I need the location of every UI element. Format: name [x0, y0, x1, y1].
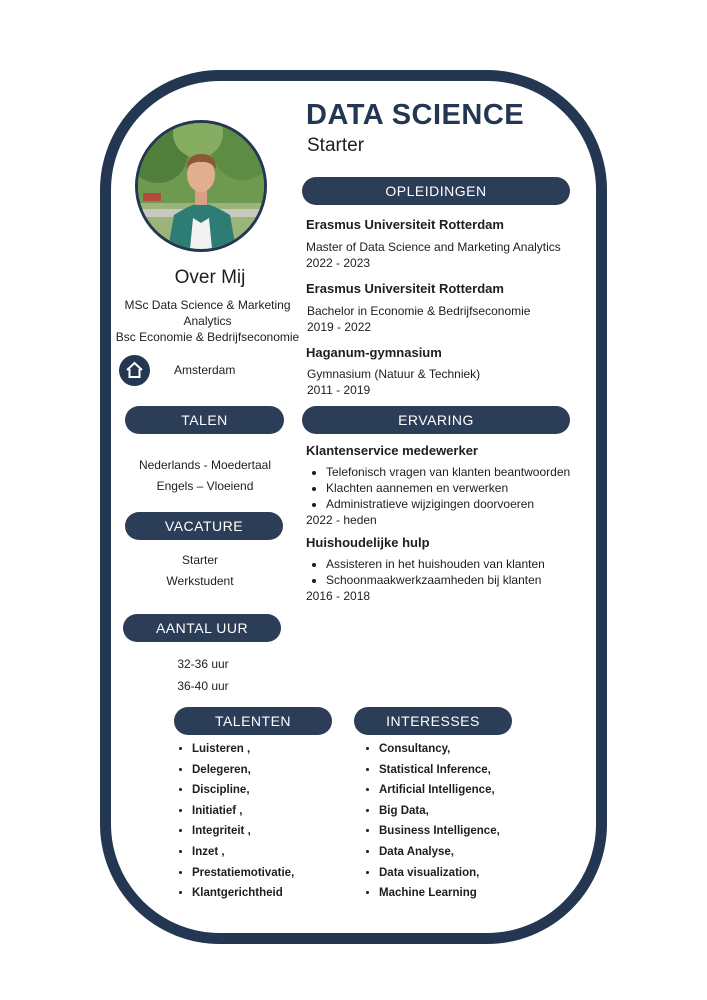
list-item: • Discipline,: [192, 780, 342, 801]
location-badge: [119, 355, 150, 386]
job-tasks: [306, 556, 601, 604]
education-school: Erasmus Universiteit Rotterdam: [306, 217, 504, 232]
education-details: [307, 366, 480, 398]
talenten-heading: TALENTEN: [174, 707, 332, 735]
talenten-list: [172, 739, 342, 904]
job-tasks: [306, 464, 601, 528]
list-item: • Initiatief ,: [192, 801, 342, 822]
ervaring-heading: ERVARING: [302, 406, 570, 434]
list-item: • Big Data,: [379, 801, 559, 822]
list-item: • Business Intelligence,: [379, 821, 559, 842]
vacature-heading: VACATURE: [125, 512, 283, 540]
list-item: • Data visualization,: [379, 863, 559, 884]
job-task: • Klachten aannemen en verwerken: [326, 480, 601, 496]
list-item: • Artificial Intelligence,: [379, 780, 559, 801]
aantal-uur-list: [103, 653, 303, 697]
list-item: • Luisteren ,: [192, 739, 342, 760]
talen-list: [105, 455, 305, 497]
job-title: Klantenservice medewerker: [306, 443, 478, 458]
about-line: MSc Data Science & Marketing: [124, 298, 291, 312]
job-title: Huishoudelijke hulp: [306, 535, 430, 550]
list-item: 32-36 uur: [177, 657, 229, 671]
education-degree: Gymnasium (Natuur & Techniek): [307, 367, 481, 381]
profile-photo-image: [138, 123, 264, 249]
education-degree: Master of Data Science and Marketing Analytics: [306, 240, 561, 254]
about-line: Bsc Economie & Bedrijfseconomie: [115, 330, 300, 344]
list-item: Werkstudent: [166, 574, 234, 588]
job-task: • Administratieve wijzigingen doorvoeren: [326, 496, 601, 512]
about-text: [100, 297, 315, 345]
education-school: Haganum-gymnasium: [306, 345, 442, 360]
aantal-uur-heading: AANTAL UUR: [123, 614, 281, 642]
job-task: • Schoonmaakwerkzaamheden bij klanten: [326, 572, 601, 588]
list-item: Starter: [181, 553, 218, 567]
list-item: • Prestatiemotivatie,: [192, 863, 342, 884]
list-item: 36-40 uur: [177, 679, 229, 693]
job-years: 2016 - 2018: [306, 589, 371, 603]
education-years: 2019 - 2022: [307, 320, 372, 334]
job-task: • Assisteren in het huishouden van klanten: [326, 556, 601, 572]
list-item: • Inzet ,: [192, 842, 342, 863]
education-degree: Bachelor in Economie & Bedrijfseconomie: [307, 304, 531, 318]
list-item: Nederlands - Moedertaal: [138, 458, 272, 472]
list-item: • Integriteit ,: [192, 821, 342, 842]
profile-photo: [135, 120, 267, 252]
page-title: DATA SCIENCE: [306, 99, 525, 131]
location-text: Amsterdam: [174, 363, 236, 377]
interesses-list: [359, 739, 559, 904]
list-item: • Data Analyse,: [379, 842, 559, 863]
home-icon: [119, 355, 150, 386]
about-heading: Over Mij: [174, 267, 246, 288]
education-details: [306, 239, 561, 271]
job-years: 2022 - heden: [306, 513, 377, 527]
education-years: 2022 - 2023: [306, 256, 371, 270]
about-line: Analytics: [183, 314, 232, 328]
education-years: 2011 - 2019: [307, 383, 371, 397]
list-item: • Statistical Inference,: [379, 760, 559, 781]
list-item: • Machine Learning: [379, 883, 559, 904]
list-item: • Consultancy,: [379, 739, 559, 760]
list-item: • Klantgerichtheid: [192, 883, 342, 904]
vacature-list: [100, 550, 300, 592]
interesses-heading: INTERESSES: [354, 707, 512, 735]
education-school: Erasmus Universiteit Rotterdam: [306, 281, 504, 296]
list-item: Engels – Vloeiend: [156, 479, 254, 493]
opleidingen-heading: OPLEIDINGEN: [302, 177, 570, 205]
list-item: • Delegeren,: [192, 760, 342, 781]
talen-heading: TALEN: [125, 406, 284, 434]
education-details: [307, 303, 530, 335]
job-task: • Telefonisch vragen van klanten beantwoorden: [326, 464, 601, 480]
page-subtitle: Starter: [307, 135, 365, 156]
